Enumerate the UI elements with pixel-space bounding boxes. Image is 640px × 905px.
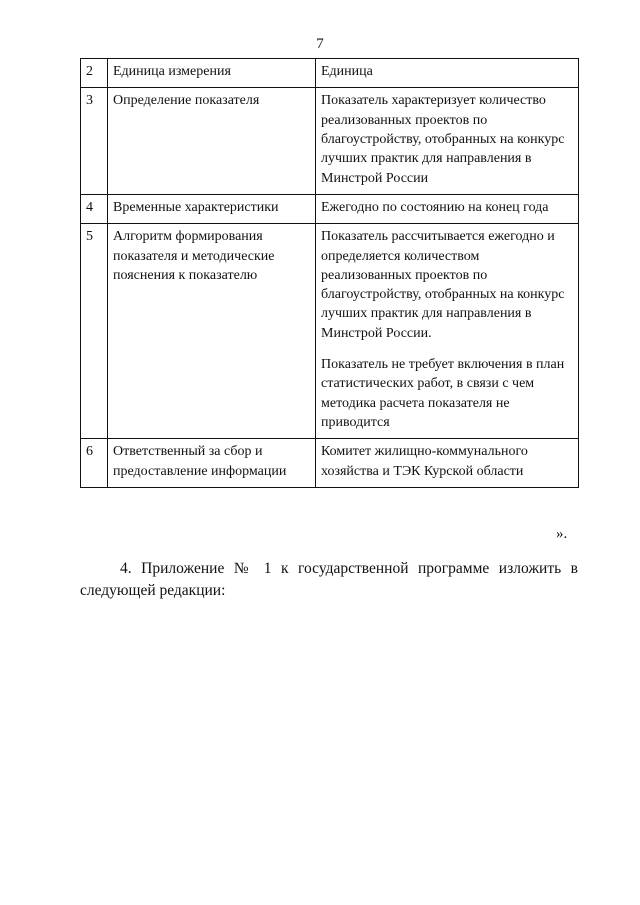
row-value-paragraph: Ежегодно по состоянию на конец года [321,199,549,215]
page-number: 7 [316,36,324,52]
row-name: Ответственный за сбор и предоставление информации [108,439,316,488]
table-row [81,224,579,439]
row-name: Определение показателя [108,88,316,195]
closing-quote: ». [556,526,568,542]
row-number: 3 [81,88,108,195]
row-value-paragraph: Показатель характеризует количество реализованных проектов по благоустройству, отобранных на конкурс лучших практик для направления в Минстрой России [321,93,565,186]
body-paragraph: 4. Приложение № 1 к государственной программе изложить в следующей редакции: [80,560,578,600]
row-name: Единица измерения [108,59,316,88]
table-row [81,59,579,88]
row-value [316,194,579,223]
row-value-paragraph: Показатель рассчитывается ежегодно и определяется количеством реализованных проектов по благоустройству, отобранных на конкурс лучших практик для направления в Минстрой России. [321,229,565,341]
row-number: 5 [81,224,108,439]
row-value [316,59,579,88]
row-name: Алгоритм формирования показателя и методические пояснения к показателю [108,224,316,439]
table-row [81,194,579,223]
row-number: 2 [81,59,108,88]
row-number: 4 [81,194,108,223]
table-row [81,439,579,488]
table-row [81,88,579,195]
row-value-paragraph: Показатель не требует включения в план статистических работ, в связи с чем методика расчета показателя не приводится [321,357,565,430]
indicator-passport-table [80,58,579,488]
row-value [316,439,579,488]
row-number: 6 [81,439,108,488]
row-value-paragraph: Комитет жилищно-коммунального хозяйства и ТЭК Курской области [321,444,528,479]
row-name: Временные характеристики [108,194,316,223]
row-value [316,88,579,195]
row-value-paragraph: Единица [321,64,373,79]
row-value [316,224,579,439]
